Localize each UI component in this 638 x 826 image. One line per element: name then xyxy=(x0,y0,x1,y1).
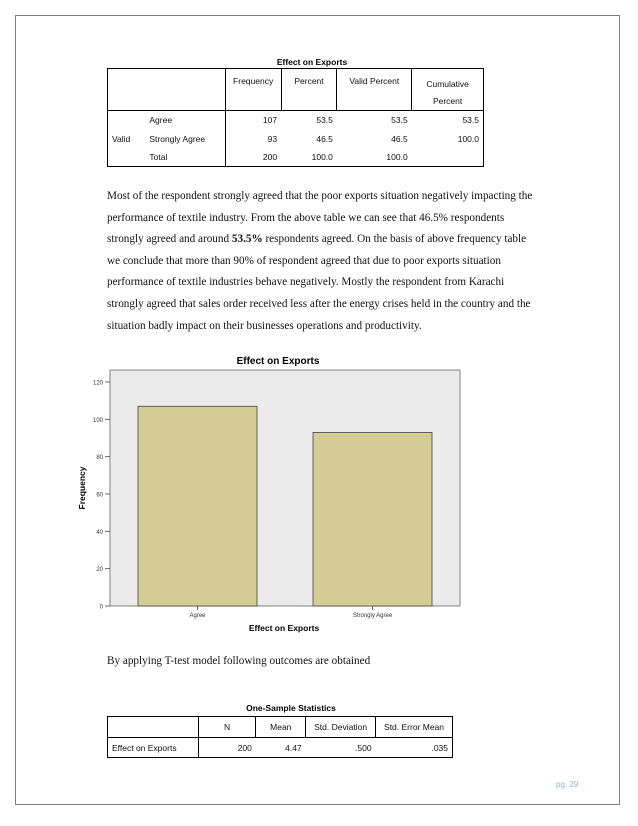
freq-group-label: Valid xyxy=(108,111,146,167)
cell-mean: 4.47 xyxy=(256,738,306,758)
paragraph-line: performance of textile industry. From the above table we can see that 46.5% respondents xyxy=(107,211,505,224)
x-axis-label: Effect on Exports xyxy=(248,623,320,633)
bar xyxy=(313,432,432,606)
cell-valid-percent: 100.0 xyxy=(337,149,412,167)
cell-valid-percent: 46.5 xyxy=(391,134,408,144)
paragraph-text: strongly agreed and around xyxy=(107,233,232,246)
paragraph-line: strongly agreed that sales order received less after the energy crises held in the country and the xyxy=(107,297,531,310)
cell-valid-percent: 53.5 xyxy=(391,115,408,126)
cell-std-error-mean: .035 xyxy=(376,738,453,758)
freq-header-cumulative-line2: Percent xyxy=(432,96,463,106)
freq-table-title: Effect on Exports xyxy=(276,57,348,67)
cell-std-deviation: .500 xyxy=(306,738,376,758)
cell-percent: 100.0 xyxy=(281,149,337,167)
ttest-header-std-deviation: Std. Deviation xyxy=(306,717,376,738)
paragraph-line: we conclude that more than 90% of respondent agreed that due to poor exports situation xyxy=(107,254,501,267)
row-label: Total xyxy=(145,149,225,167)
y-tick-label: 40 xyxy=(96,529,103,536)
freq-header-percent: Percent xyxy=(281,69,337,111)
y-tick-label: 0 xyxy=(99,604,103,611)
page-number: pg. 29 xyxy=(556,780,579,789)
cell-percent: 46.5 xyxy=(316,134,333,144)
paragraph-text: respondents agreed. On the basis of above frequency table xyxy=(262,233,527,246)
freq-header-cumulative-line1: Cumulative xyxy=(426,79,469,89)
y-tick-label: 100 xyxy=(92,417,103,424)
y-tick-label: 20 xyxy=(96,567,103,574)
paragraph-bold-value: 53.5% xyxy=(231,233,263,246)
cell-cumulative: 53.5 xyxy=(412,111,484,130)
ttest-table-title: One-Sample Statistics xyxy=(246,703,336,713)
freq-header-valid-percent: Valid Percent xyxy=(337,69,412,111)
paragraph-line: Most of the respondent strongly agreed that the poor exports situation negatively impacting the xyxy=(107,190,533,202)
cell-n: 200 xyxy=(198,738,256,758)
row-label: Effect on Exports xyxy=(108,738,199,758)
y-tick-label: 80 xyxy=(96,455,103,462)
ttest-intro-text: By applying T-test model following outcomes are obtained xyxy=(107,655,371,667)
cell-percent: 53.5 xyxy=(316,115,333,126)
y-tick-label: 120 xyxy=(92,380,103,387)
row-label: Agree xyxy=(145,111,225,130)
table-row xyxy=(108,738,453,758)
cell-frequency: 107 xyxy=(262,115,278,126)
cell-frequency: 200 xyxy=(225,149,281,167)
cell-cumulative: 100.0 xyxy=(412,130,484,149)
ttest-header-std-error-mean: Std. Error Mean xyxy=(376,717,453,738)
ttest-header-blank xyxy=(108,717,199,738)
y-axis xyxy=(93,381,110,611)
chart-title: Effect on Exports xyxy=(236,356,320,367)
row-label: Strongly Agree xyxy=(145,130,225,149)
paragraph-line: performance of textile industries behave negatively. Mostly the respondent from Karachi xyxy=(107,276,505,289)
y-tick-label: 60 xyxy=(96,492,103,499)
cell-frequency: 93 xyxy=(267,134,278,144)
ttest-table xyxy=(107,716,453,758)
y-axis-label: Frequency xyxy=(77,466,87,510)
x-tick-label: Agree xyxy=(189,613,206,619)
ttest-header-mean: Mean xyxy=(256,717,306,738)
x-tick-label: Strongly Agree xyxy=(352,613,393,619)
ttest-header-n: N xyxy=(198,717,256,738)
paragraph-line: situation badly impact on their businesses operations and productivity. xyxy=(107,319,422,332)
bar xyxy=(138,406,257,606)
freq-header-frequency: Frequency xyxy=(225,69,281,111)
x-axis xyxy=(189,606,392,619)
